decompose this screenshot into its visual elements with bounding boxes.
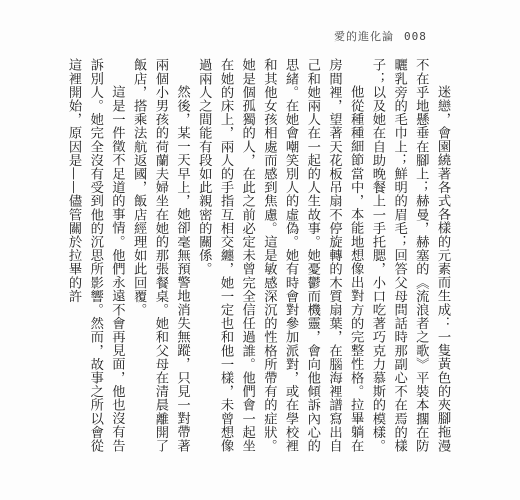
paragraph-2: 他從種種細節當中，本能地想像出對方的完整性格。拉畢躺在房間裡，望著天花板吊扇不停旋轉的木質扇葉，在腦海裡譜寫出自己和她兩人在一起的人生故事。她憂鬱而機靈，會向他傾訴內心的思緒。在她會嘲笑別人的虛偽。她有時會對參加派對，或在學校裡和其他女孩相處而感到焦慮。這是敏感深沉的性格所帶有的症狀。她是個孤獨的人，在此之前必定未曾完全信任過誰。他們會一起坐在她的床上，兩人的手指互相交纏，她一定也和他一樣，未曾想像過兩人之間能有段如此親密的關係。 (196, 58, 364, 453)
page-number: 008 (404, 30, 427, 43)
book-title: 愛的進化論 (334, 30, 394, 43)
paragraph-4: 這是一件徵不足道的事情。他們永遠不會再見面，他也沒有告訴別人。她完全沒有受到他的沉思所影響。然而，故事之所以會從這裡開始，原因是——儘管關於拉畢的許 (66, 58, 125, 453)
paragraph-3: 然後，某一天早上，她卻毫無預警地消失無蹤，只見一對帶著兩個小男孩的荷蘭夫婦坐在她的那張餐桌。她和父母在清晨離開了飯店，搭乘法航返國，飯店經理如此回覆。 (131, 58, 190, 453)
vertical-body-text (63, 58, 453, 460)
running-header (334, 28, 427, 44)
paragraph-1: 迷戀，會園繞著各式各樣的元素而生成：一隻黃色的夾腳拖漫不在乎地懸垂在腳上；赫曼，赫塞的《流浪者之歌》平裝本擱在防曬乳旁的毛巾上；鮮明的眉毛；回答父母問話時那副心不在焉的樣子；以及她在自助晚餐上一手托腮，小口吃著巧克力慕斯的模樣。 (369, 58, 450, 453)
